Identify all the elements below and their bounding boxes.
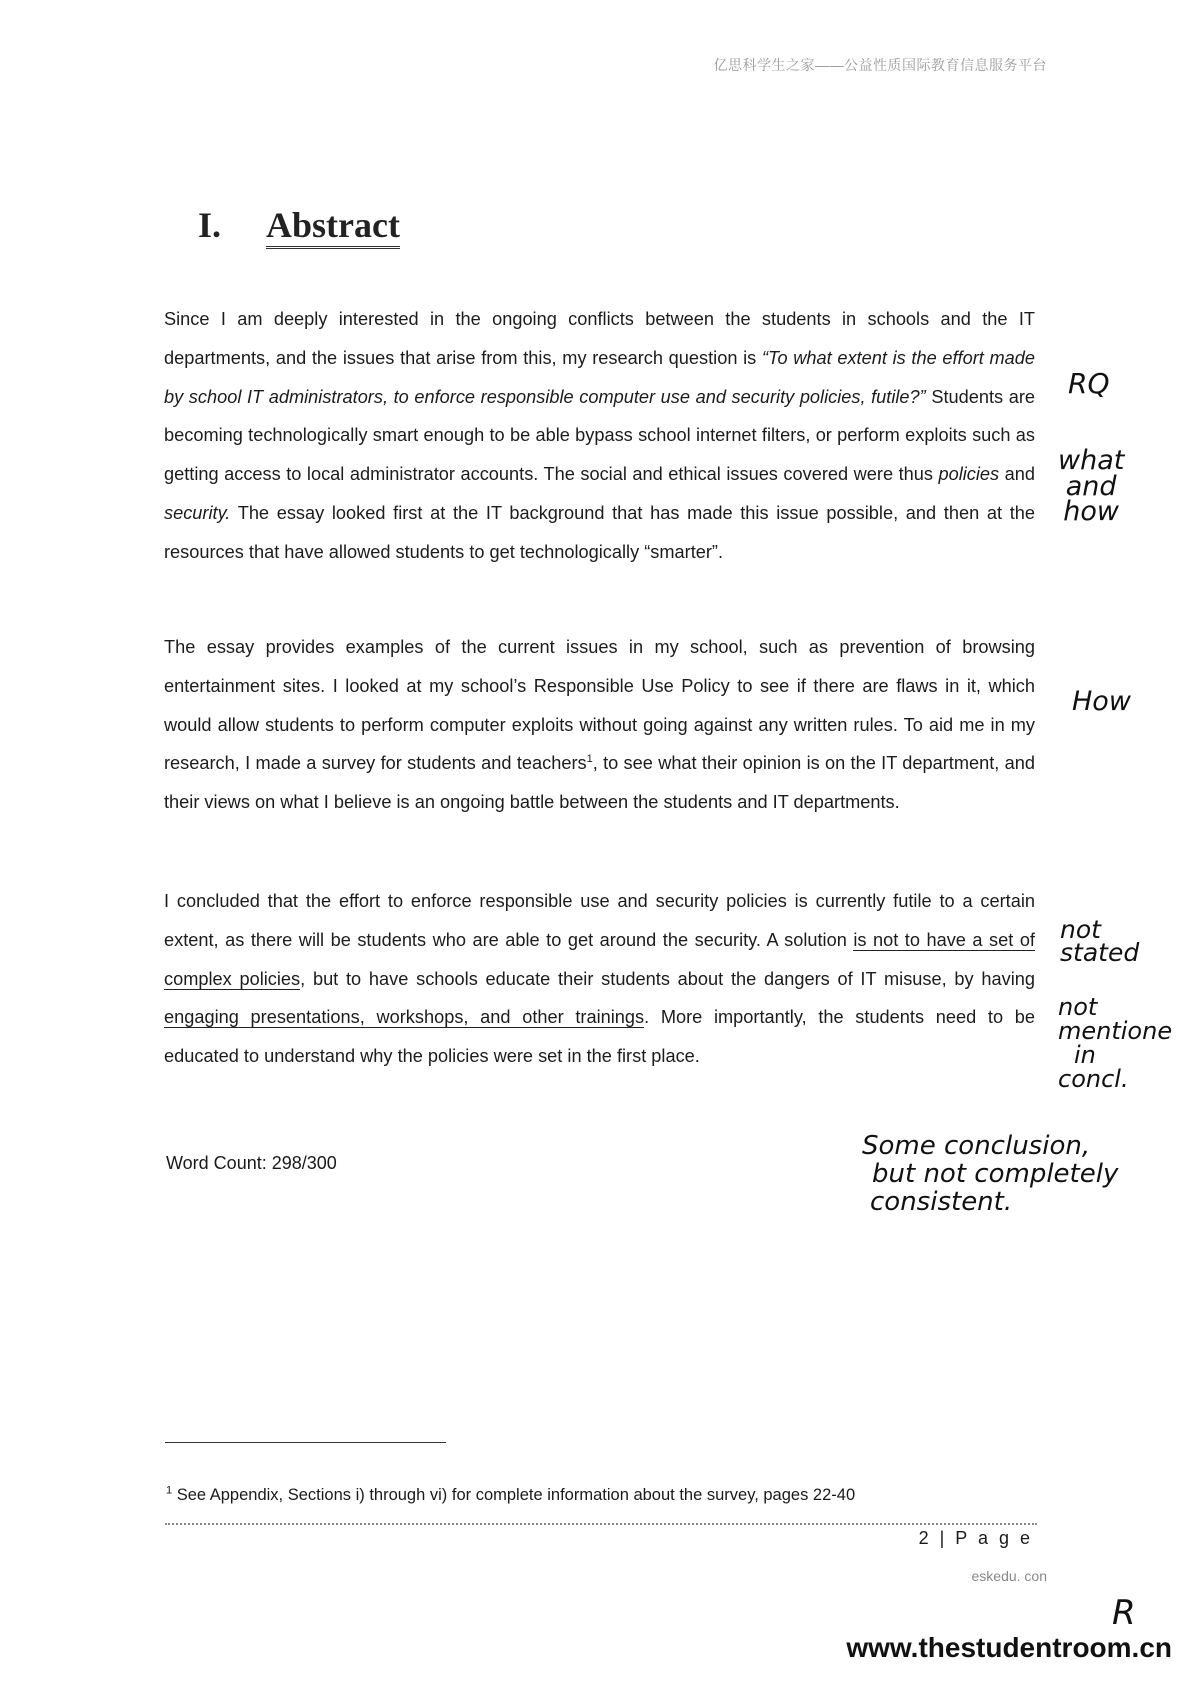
p3-underlined-trainings: engaging presentations, workshops, and other trainings [164,1007,645,1028]
section-number: I. [198,205,222,245]
word-count: Word Count: 298/300 [166,1153,337,1173]
annotation-grade-mark: R [1112,1593,1136,1633]
annotation-line: stated [1060,938,1140,967]
footnote-reference: 1 [586,753,593,766]
annotation-not-stated [1060,915,1140,967]
page-number: 2 | P a g e [918,1528,1033,1548]
header-watermark: 亿思科学生之家——公益性质国际教育信息服务平台 [713,57,1047,73]
annotation-line: how [1063,496,1120,528]
p1-text-end: The essay looked first at the IT background that has made this issue possible, and then at the resources that have allowed students to get technologically “smarter”. [164,502,1035,562]
p1-italic-policies: policies [938,464,1000,485]
annotation-rq: RQ [1068,367,1110,400]
p1-and: and [999,464,1035,485]
annotation-line: not [1058,993,1098,1021]
annotation-line: what [1058,445,1125,476]
annotation-not-mentioned [1058,995,1172,1091]
abstract-paragraph-2 [164,628,1035,822]
annotation-line: and [1065,470,1117,502]
abstract-paragraph-3 [164,882,1035,1076]
annotation-line: Some conclusion, [862,1131,1091,1161]
footer-dotted-rule [165,1523,1037,1525]
annotation-line: consistent. [870,1187,1013,1218]
annotation-line: mentione [1058,1017,1173,1045]
site-url: www.thestudentroom.cn [846,1632,1172,1663]
p1-text-start: Since I am deeply interested in the ongoing conflicts between the students in schools and the IT departments, and the issues that arise from this, my research question is [164,309,1035,368]
section-heading: Abstract [266,205,400,249]
annotation-line: in [1074,1041,1096,1069]
p3-text-start: I concluded that the effort to enforce responsible use and security policies is currently futile to a certain extent, as there will be students who are able to get around the security. A solution [164,891,1035,950]
p3-text-mid: , but to have schools educate their students about the dangers of IT misuse, by having [300,968,1035,989]
p2-text-start: The essay provides examples of the current issues in my school, such as prevention of browsing entertainment sites. I looked at my school’s Responsible Use Policy to see if there are flaws in it, which would allow students to perform computer exploits without going against any written rules. To aid me in my research, I made a survey for students and teachers [164,637,1035,774]
annotation-line: not [1060,915,1101,944]
p2-text-end: , to see what their opinion is on the IT department, and their views on what I believe is an ongoing battle between the students and IT departments. [164,753,1035,813]
p1-italic-security: security. [164,502,231,523]
section-title [198,204,400,246]
p3-underlined-policies: is not to have a set of complex policies [164,929,1035,989]
annotation-how: How [1072,686,1131,717]
annotation-what-and-how [1058,445,1125,528]
abstract-paragraph-1 [164,300,1035,572]
p1-text-middle: Students are becoming technologically smart enough to be able bypass school internet filters, or perform exploits such as getting access to local administrator accounts. The social and ethical issues covered were thus [164,386,1035,485]
annotation-line: concl. [1058,1065,1129,1093]
footnote-marker: 1 [166,1484,173,1497]
annotation-conclusion-comment [862,1132,1118,1216]
footnote-text: See Appendix, Sections i) through vi) for complete information about the survey, pages 22-40 [172,1486,856,1504]
annotation-line: but not completely [872,1159,1119,1190]
footnote-divider [165,1442,446,1443]
p3-text-end: . More importantly, the students need to be educated to understand why the policies were set in the first place. [164,1007,1035,1067]
footnote [166,1486,855,1505]
research-question: “To what extent is the effort made by school IT administrators, to enforce responsible computer use and security policies, futile?” [164,347,1035,407]
bottom-watermark: eskedu. con [971,1568,1047,1584]
